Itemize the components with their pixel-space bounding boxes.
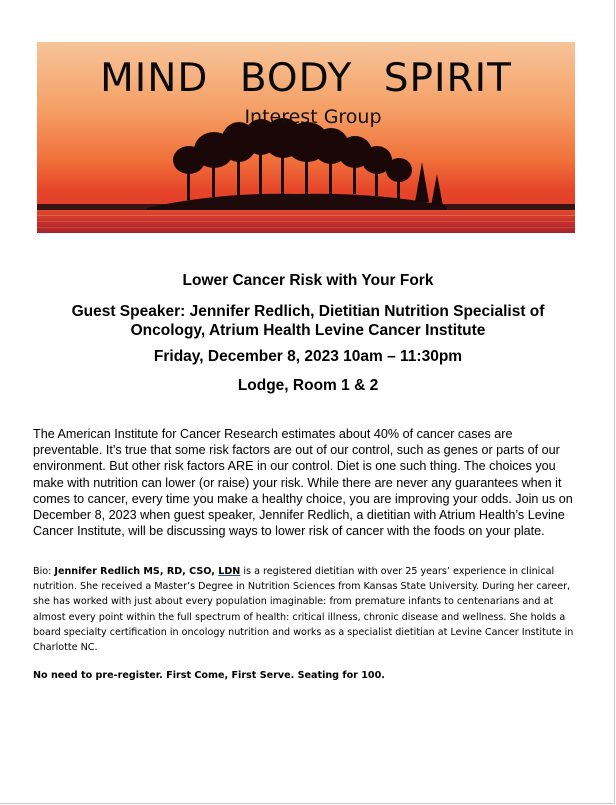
registration-note: No need to pre-register. First Come, First Serve. Seating for 100. [33, 670, 385, 681]
bio-prefix: Bio: [33, 566, 55, 577]
event-datetime: Friday, December 8, 2023 10am – 11:30pm [153, 348, 463, 365]
banner-subtitle: Interest Group [244, 106, 382, 128]
bio-ldn: LDN [218, 566, 241, 577]
bio-text: is a registered dietitian with over 25 years’ experience in clinical nutrition. She received a Master’s Degree in Nutrition Sciences from Kansas State University. During her career, she has worked with just about every population imaginable: from premature infants to centenarians and at almost every point within the full spectrum of health: critical illness, chronic disease and wellness. She holds a board specialty certification in oncology nutrition and works as a specialist dietitian at Levine Cancer Institute in Charlotte NC. [33, 566, 574, 654]
event-description: The American Institute for Cancer Research estimates about 40% of cancer cases are preventable. It’s true that some risk factors are out of our control, such as genes or parts of our environment. But other risk factors ARE in our control. Diet is one such thing. The choices you make with nutrition can lower (or raise) your risk. While there are never any guarantees when it comes to cancer, every time you make a healthy choice, you are improving your odds. Join us on December 8, 2023 when guest speaker, Jennifer Redlich, a dietitian with Atrium Health’s Levine Cancer Institute, will be discussing ways to lower risk of cancer with the foods on your plate. [33, 427, 573, 539]
speaker-line-1: Guest Speaker: Jennifer Redlich, Dietitian Nutrition Specialist of [71, 303, 545, 320]
speaker-line-2: Oncology, Atrium Health Levine Cancer Institute [130, 322, 486, 339]
banner-title: MIND BODY SPIRIT [100, 56, 512, 101]
speaker-bio [33, 564, 585, 655]
event-title: Lower Cancer Risk with Your Fork [182, 272, 434, 289]
banner-image [37, 42, 575, 233]
bio-name: Jennifer Redlich MS, RD, CSO, [54, 566, 219, 577]
event-location: Lodge, Room 1 & 2 [237, 377, 379, 394]
